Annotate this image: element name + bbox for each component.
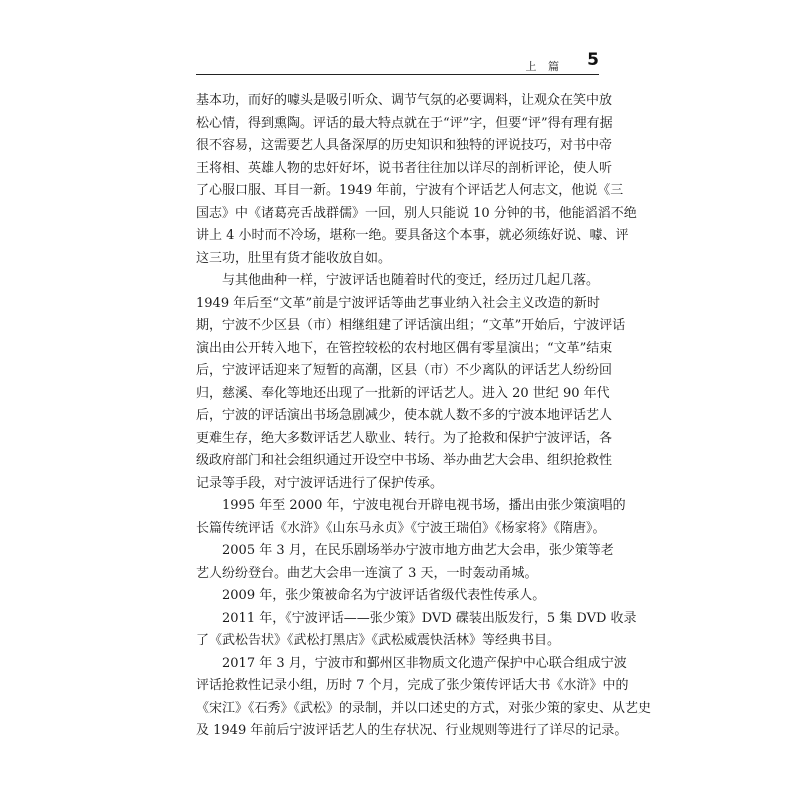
text-line: 更难生存，绝大多数评话艺人歇业、转行。为了抢救和保护宁波评话，各 bbox=[196, 430, 613, 446]
text-line: 2009 年，张少策被命名为宁波评话省级代表性传承人。 bbox=[222, 588, 546, 603]
text-line: 后，宁波评话迎来了短暂的高潮，区县（市）不少离队的评话艺人纷纷回 bbox=[196, 363, 613, 378]
text-line: 松心情，得到熏陶。评话的最大特点就在于“评”字，但要“评”得有理有据 bbox=[196, 115, 613, 131]
body-text bbox=[196, 90, 652, 743]
text-line: 记录等手段，对宁波评话进行了保护传承。 bbox=[196, 475, 444, 491]
text-line: 了《武松告状》《武松打黑店》《武松威震快活林》等经典书目。 bbox=[196, 633, 561, 648]
text-line: 级政府部门和社会组织通过开设空中书场、举办曲艺大会串、组织抢救性 bbox=[196, 453, 613, 468]
section-label: 上 篇 bbox=[525, 60, 563, 73]
text-line: 了心服口服、耳目一新。1949 年前，宁波有个评话艺人何志文，他说《三 bbox=[196, 183, 624, 198]
text-line: 演出由公开转入地下，在管控较松的农村地区偶有零星演出；“文革”结束 bbox=[196, 340, 613, 356]
text-line: 归，慈溪、奉化等地还出现了一批新的评话艺人。进入 20 世纪 90 年代 bbox=[196, 385, 610, 401]
text-line: 2017 年 3 月，宁波市和鄞州区非物质文化遗产保护中心联合组成宁波 bbox=[222, 655, 627, 671]
text-line: 评话抢救性记录小组，历时 7 个月，完成了张少策传评话大书《水浒》中的 bbox=[196, 678, 629, 693]
text-line: 艺人纷纷登台。曲艺大会串一连演了 3 天，一时轰动甬城。 bbox=[196, 565, 538, 581]
text-line: 王将相、英雄人物的忠奸好坏，说书者往往加以详尽的剖析评论，使人听 bbox=[196, 160, 613, 176]
text-line: 1949 年后至“文革”前是宁波评话等曲艺事业纳入社会主义改造的新时 bbox=[196, 295, 600, 311]
text-line: 国志》中《诸葛亮舌战群儒》一回，别人只能说 10 分钟的书，他能滔滔不绝 bbox=[196, 205, 637, 221]
text-line: 及 1949 年前后宁波评话艺人的生存状况、行业规则等进行了详尽的记录。 bbox=[196, 723, 628, 738]
running-header bbox=[196, 52, 599, 75]
text-line: 后，宁波的评话演出书场急剧减少，使本就人数不多的宁波本地评话艺人 bbox=[196, 408, 613, 423]
text-line: 1995 年至 2000 年，宁波电视台开辟电视书场，播出由张少策演唱的 bbox=[222, 498, 626, 513]
text-line: 长篇传统评话《水浒》《山东马永贞》《宁波王瑞伯》《杨家将》《隋唐》。 bbox=[196, 520, 606, 536]
text-line: 讲上 4 小时而不冷场，堪称一绝。要具备这个本事，就必须练好说、噱、评 bbox=[196, 228, 629, 243]
text-line: 2005 年 3 月，在民乐剧场举办宁波市地方曲艺大会串，张少策等老 bbox=[222, 543, 614, 558]
page-number: 5 bbox=[587, 50, 599, 70]
text-line: 《宋江》《石秀》《武松》的录制，并以口述史的方式，对张少策的家史、从艺史 bbox=[196, 700, 652, 716]
text-line: 基本功，而好的噱头是吸引听众、调节气氛的必要调料，让观众在笑中放 bbox=[196, 93, 613, 108]
text-line: 很不容易，这需要艺人具备深厚的历史知识和独特的评说技巧，对书中帝 bbox=[196, 138, 613, 153]
text-line: 这三功，肚里有货才能收放自如。 bbox=[196, 250, 392, 266]
text-line: 与其他曲种一样，宁波评话也随着时代的变迁，经历过几起几落。 bbox=[222, 273, 600, 288]
text-line: 期，宁波不少区县（市）相继组建了评话演出组；“文革”开始后，宁波评话 bbox=[196, 318, 626, 333]
text-line: 2011 年，《宁波评话——张少策》DVD 碟装出版发行，5 集 DVD 收录 bbox=[222, 610, 637, 626]
